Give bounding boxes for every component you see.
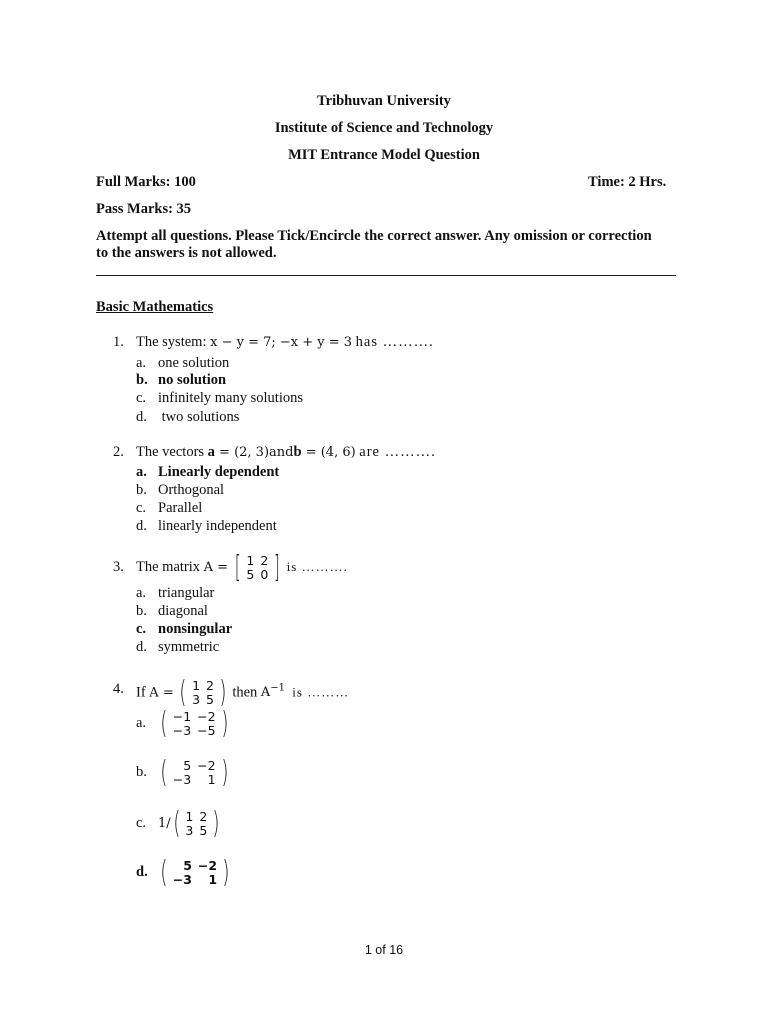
matrix-lhs: A = bbox=[203, 560, 229, 575]
option-letter: d. bbox=[136, 518, 147, 534]
matrix-cell: −2 bbox=[197, 857, 218, 873]
matrix bbox=[170, 710, 219, 738]
full-marks: Full Marks: 100 bbox=[96, 174, 196, 190]
matrix-cell: 2 bbox=[199, 808, 208, 824]
question-1-equation: x − y = 7; −x + y = 3 bbox=[210, 335, 353, 350]
matrix-cell: −3 bbox=[172, 771, 192, 787]
option-text: two solutions bbox=[158, 409, 240, 425]
exam-title: MIT Entrance Model Question bbox=[288, 147, 480, 163]
matrix-cell: 3 bbox=[192, 692, 201, 707]
question-1-text bbox=[136, 334, 434, 351]
question-4-number: 4. bbox=[113, 681, 124, 697]
question-1-suffix: has ………. bbox=[355, 334, 434, 350]
inverse-symbol bbox=[261, 685, 285, 700]
matrix-cell: 1 bbox=[246, 552, 255, 568]
question-3-option-a[interactable] bbox=[136, 585, 214, 602]
left-paren-icon: ( bbox=[173, 805, 181, 841]
matrix-cell: 5 bbox=[206, 692, 214, 707]
question-4-prefix: If bbox=[136, 684, 146, 701]
question-3-text bbox=[136, 550, 348, 585]
option-letter: a. bbox=[136, 715, 147, 731]
matrix-cell: −2 bbox=[197, 757, 216, 773]
question-1-option-b[interactable] bbox=[136, 372, 226, 389]
question-4-mid: then bbox=[232, 684, 258, 701]
university-name: Tribhuvan University bbox=[317, 93, 451, 109]
matrix-cell: 3 bbox=[185, 822, 194, 838]
vector-b-value: = (4, 6) bbox=[301, 445, 356, 460]
right-paren-icon: ) bbox=[212, 805, 220, 841]
question-1-number: 1. bbox=[113, 334, 124, 350]
matrix-cell: −3 bbox=[172, 722, 192, 738]
question-3-option-d[interactable] bbox=[136, 639, 219, 656]
option-letter: b. bbox=[136, 764, 147, 780]
question-1-option-d[interactable] bbox=[136, 409, 239, 426]
section-heading: Basic Mathematics bbox=[96, 299, 214, 315]
option-letter: a. bbox=[136, 585, 147, 601]
vector-b-label: b bbox=[293, 444, 302, 460]
right-paren-icon: ) bbox=[222, 854, 230, 890]
matrix-cell: 2 bbox=[206, 678, 214, 693]
question-1-prefix: The system: bbox=[136, 334, 207, 350]
matrix-cell: 5 bbox=[199, 822, 208, 838]
option-letter: b. bbox=[136, 603, 147, 619]
left-paren-icon: ( bbox=[160, 754, 168, 790]
question-3-option-c[interactable] bbox=[136, 621, 232, 638]
question-4-suffix: is ……… bbox=[292, 684, 350, 700]
question-3-prefix: The matrix bbox=[136, 559, 201, 575]
question-1-option-a[interactable] bbox=[136, 355, 229, 372]
left-paren-icon: ( bbox=[160, 854, 168, 890]
right-bracket-icon: ] bbox=[274, 549, 281, 585]
matrix-cell: 0 bbox=[260, 566, 269, 582]
matrix-cell: 5 bbox=[183, 757, 192, 773]
right-paren-icon: ) bbox=[219, 675, 227, 710]
option-text: symmetric bbox=[158, 639, 220, 655]
option-text: nonsingular bbox=[158, 621, 233, 637]
question-2-suffix: are ………. bbox=[359, 444, 436, 460]
matrix-cell: 1 bbox=[208, 871, 218, 887]
matrix-cell: 5 bbox=[246, 566, 255, 582]
matrix-cell: 5 bbox=[183, 857, 192, 873]
option-letter: b. bbox=[136, 482, 147, 498]
option-letter: c. bbox=[136, 390, 147, 406]
option-text: no solution bbox=[158, 372, 227, 388]
question-4-option-c[interactable] bbox=[136, 806, 222, 841]
option-letter: b. bbox=[136, 372, 148, 388]
matrix bbox=[170, 859, 220, 887]
instructions-line-1: Attempt all questions. Please Tick/Encircle the correct answer. Any omission or correction bbox=[96, 228, 652, 244]
question-2-option-b[interactable] bbox=[136, 482, 224, 499]
question-3-option-b[interactable] bbox=[136, 603, 208, 620]
option-letter: d. bbox=[136, 409, 147, 425]
institute-name: Institute of Science and Technology bbox=[274, 120, 494, 136]
inverse-exponent: −1 bbox=[270, 683, 286, 694]
question-2-text bbox=[136, 444, 436, 461]
question-2-option-d[interactable] bbox=[136, 518, 277, 535]
option-letter: c. bbox=[136, 500, 147, 516]
option-text: triangular bbox=[158, 585, 215, 601]
option-text: one solution bbox=[158, 355, 230, 371]
matrix-cell: −3 bbox=[172, 871, 192, 887]
vector-a-value: = (2, 3)and bbox=[214, 445, 294, 460]
matrix-cell: 1 bbox=[185, 808, 194, 824]
matrix-cell: −2 bbox=[197, 708, 216, 724]
matrix-cell: 1 bbox=[192, 678, 201, 693]
matrix bbox=[182, 810, 210, 838]
question-3-suffix: is ………. bbox=[286, 559, 348, 574]
option-text: linearly independent bbox=[158, 518, 277, 534]
question-2-option-a[interactable] bbox=[136, 464, 279, 481]
matrix bbox=[243, 554, 271, 582]
vector-a-label: a bbox=[207, 444, 215, 460]
option-letter: c. bbox=[136, 621, 147, 637]
time-allowed: Time: 2 Hrs. bbox=[588, 174, 667, 190]
matrix-cell: −5 bbox=[197, 722, 216, 738]
question-4-option-b[interactable] bbox=[136, 755, 230, 790]
matrix bbox=[170, 759, 219, 787]
option-letter: d. bbox=[136, 864, 148, 880]
inverse-base: A bbox=[260, 685, 271, 701]
option-letter: a. bbox=[136, 355, 147, 371]
question-2-prefix: The vectors bbox=[136, 444, 205, 460]
pass-marks: Pass Marks: 35 bbox=[96, 201, 192, 217]
right-paren-icon: ) bbox=[220, 754, 228, 790]
option-letter: a. bbox=[136, 464, 147, 480]
option-text: diagonal bbox=[158, 603, 208, 619]
option-letter: c. bbox=[136, 815, 147, 831]
option-prefix: 1/ bbox=[158, 816, 171, 831]
matrix-cell: 2 bbox=[260, 552, 269, 568]
option-text: Orthogonal bbox=[158, 482, 225, 498]
option-text: Parallel bbox=[158, 500, 203, 516]
option-text: Linearly dependent bbox=[158, 464, 280, 480]
question-4-option-d[interactable] bbox=[136, 855, 232, 890]
matrix-lhs: A = bbox=[149, 685, 174, 701]
page-number: 1 of 16 bbox=[364, 943, 404, 957]
question-1-option-c[interactable] bbox=[136, 390, 303, 407]
question-2-option-c[interactable] bbox=[136, 500, 202, 517]
matrix bbox=[189, 679, 217, 707]
right-paren-icon: ) bbox=[220, 705, 228, 741]
left-paren-icon: ( bbox=[160, 705, 168, 741]
left-paren-icon: ( bbox=[179, 675, 187, 710]
option-text: infinitely many solutions bbox=[158, 390, 303, 406]
question-2-number: 2. bbox=[113, 444, 124, 460]
option-letter: d. bbox=[136, 639, 147, 655]
matrix-cell: −1 bbox=[172, 708, 192, 724]
question-4-option-a[interactable] bbox=[136, 706, 230, 741]
matrix-cell: 1 bbox=[207, 771, 216, 787]
instructions-line-2: to the answers is not allowed. bbox=[96, 245, 277, 261]
question-4-text bbox=[136, 672, 349, 710]
question-3-number: 3. bbox=[113, 559, 124, 575]
horizontal-rule bbox=[96, 275, 676, 276]
left-bracket-icon: [ bbox=[234, 549, 241, 585]
